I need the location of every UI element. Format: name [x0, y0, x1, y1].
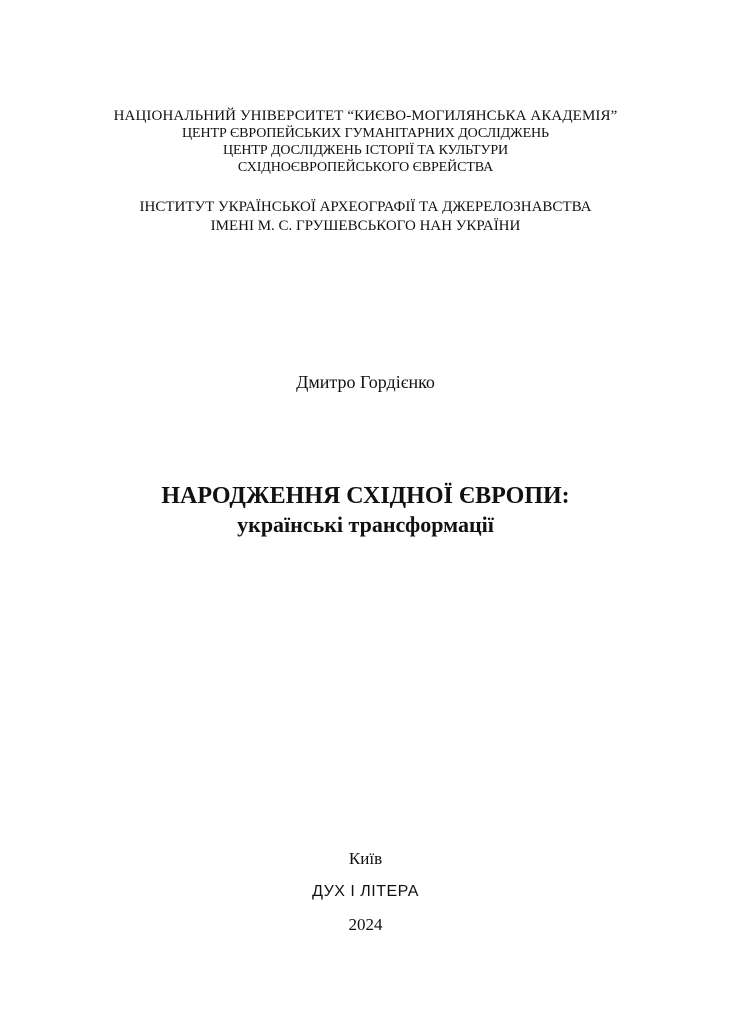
imprint-publisher: ДУХ І ЛІТЕРА	[312, 883, 419, 900]
institution-centre-jewish-history: ЦЕНТР ДОСЛІДЖЕНЬ ІСТОРІЇ ТА КУЛЬТУРИ	[222, 143, 509, 158]
institution-archeography-cont: ІМЕНІ М. С. ГРУШЕВСЬКОГО НАН УКРАЇНИ	[210, 218, 521, 234]
author-name: Дмитро Гордієнко	[296, 372, 435, 392]
title-main: НАРОДЖЕННЯ СХІДНОЇ ЄВРОПИ:	[161, 483, 570, 509]
institution-centre-jewish-history-cont: СХІДНОЄВРОПЕЙСЬКОГО ЄВРЕЙСТВА	[237, 160, 494, 175]
imprint-year: 2024	[348, 915, 383, 934]
institution-university: НАЦІОНАЛЬНИЙ УНІВЕРСИТЕТ “КИЄВО-МОГИЛЯНСЬКА АКАДЕМІЯ”	[113, 108, 618, 124]
institution-archeography: ІНСТИТУТ УКРАЇНСЬКОЇ АРХЕОГРАФІЇ ТА ДЖЕРЕЛОЗНАВСТВА	[139, 199, 592, 215]
institutions-group-2	[0, 198, 731, 236]
title-subtitle: українські трансформації	[237, 512, 494, 537]
imprint-city: Київ	[348, 849, 383, 868]
institutions-group-1	[0, 108, 731, 176]
imprint	[0, 848, 731, 936]
institution-centre-european-studies: ЦЕНТР ЄВРОПЕЙСЬКИХ ГУМАНІТАРНИХ ДОСЛІДЖЕНЬ	[182, 126, 549, 141]
book-title	[0, 481, 731, 539]
